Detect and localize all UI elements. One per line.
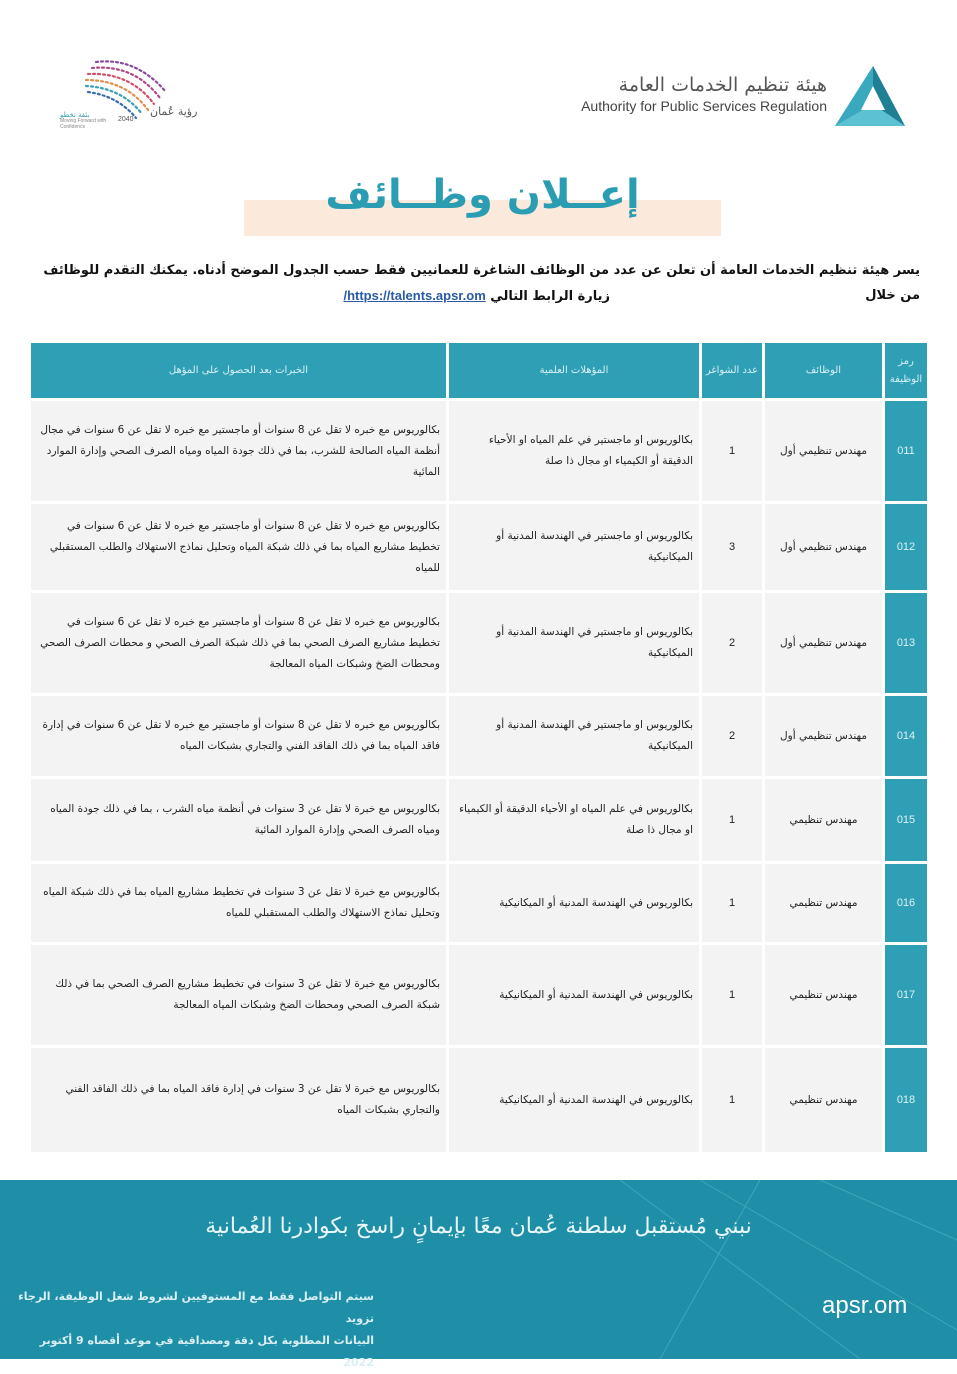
job-code: 018 — [885, 1048, 927, 1152]
job-qualifications: بكالوريوس في علم المياه او الأحياء الدقيقة أو الكيمياء او مجال ذا صلة — [449, 779, 699, 861]
talents-link[interactable]: https://talents.apsr.om/ — [343, 288, 486, 303]
header-job: الوظائف — [765, 343, 882, 398]
job-experience: بكالوريوس مع خبره لا تقل عن 8 سنوات أو ماجستير مع خبره لا تقل عن 6 سنوات في مجال أنظمة المياه الصالحة للشرب، بما في ذلك جودة المياه ومياه الصرف الصحي وإدارة الموارد المائية — [31, 401, 446, 501]
org-name-ar: هيئة تنظيم الخدمات العامة — [618, 74, 827, 96]
table-row — [31, 504, 927, 590]
job-vacancies: 1 — [702, 1048, 762, 1152]
job-code: 011 — [885, 401, 927, 501]
job-title: مهندس تنظيمي أول — [765, 401, 882, 501]
footer-note — [14, 1286, 374, 1374]
job-title: مهندس تنظيمي أول — [765, 593, 882, 693]
job-qualifications: بكالوريوس في الهندسة المدنية أو الميكانيكية — [449, 945, 699, 1045]
job-title: مهندس تنظيمي أول — [765, 504, 882, 590]
page-title: إعــلان وظــائف — [325, 172, 640, 218]
job-qualifications: بكالوريوس او ماجستير في علم المياه او الأحياء الدقيقة أو الكيمياء او مجال ذا صلة — [449, 401, 699, 501]
job-code: 017 — [885, 945, 927, 1045]
job-vacancies: 2 — [702, 696, 762, 776]
job-experience: بكالوريوس مع خبره لا تقل عن 8 سنوات أو ماجستير مع خبره لا تقل عن 6 سنوات في تخطيط مشاريع الصرف الصحي بما في ذلك شبكة الصرف الصحي و محطات الصرف الصحي ومحطات الضخ وشبكات المياه المعالجة — [31, 593, 446, 693]
job-qualifications: بكالوريوس في الهندسة المدنية أو الميكانيكية — [449, 864, 699, 942]
job-title: مهندس تنظيمي — [765, 779, 882, 861]
vision-name-ar: رؤية عُمان — [150, 105, 198, 118]
job-title: مهندس تنظيمي — [765, 945, 882, 1045]
job-experience: بكالوريوس مع خبره لا تقل عن 8 سنوات أو ماجستير مع خبره لا تقل عن 6 سنوات في إدارة فاقد المياه بما في ذلك الفاقد الفني والتجاري بشبكات المياه — [31, 696, 446, 776]
job-vacancies: 2 — [702, 593, 762, 693]
table-row — [31, 864, 927, 942]
job-title: مهندس تنظيمي أول — [765, 696, 882, 776]
table-row — [31, 945, 927, 1045]
footer-slogan: نبني مُستقبل سلطنة عُمان معًا بإيمانٍ راسخ بكوادرنا العُمانية — [205, 1214, 752, 1239]
job-code: 014 — [885, 696, 927, 776]
vision-year: 2040 — [118, 116, 134, 123]
job-vacancies: 3 — [702, 504, 762, 590]
job-vacancies: 1 — [702, 779, 762, 861]
apsr-logo-icon — [833, 64, 907, 128]
job-qualifications: بكالوريوس او ماجستير في الهندسة المدنية أو الميكانيكية — [449, 593, 699, 693]
job-qualifications: بكالوريوس او ماجستير في الهندسة المدنية أو الميكانيكية — [449, 696, 699, 776]
job-qualifications: بكالوريوس او ماجستير في الهندسة المدنية أو الميكانيكية — [449, 504, 699, 590]
job-vacancies: 1 — [702, 401, 762, 501]
job-code: 012 — [885, 504, 927, 590]
org-name-en: Authority for Public Services Regulation — [581, 98, 827, 114]
job-qualifications: بكالوريوس في الهندسة المدنية أو الميكانيكية — [449, 1048, 699, 1152]
intro-link-line — [30, 283, 610, 309]
job-experience: بكالوريوس مع خبره لا تقل عن 8 سنوات أو ماجستير مع خبره لا تقل عن 6 سنوات في تخطيط مشاريع المياه بما في ذلك شبكة المياه وتحليل نماذج الاستهلاك والطلب المستقبلي للمياه — [31, 504, 446, 590]
job-code: 013 — [885, 593, 927, 693]
intro-link-prefix: زيارة الرابط التالي — [490, 289, 610, 304]
jobs-table — [28, 340, 930, 1155]
table-header-row — [31, 343, 927, 398]
table-row — [31, 779, 927, 861]
table-row — [31, 696, 927, 776]
job-experience: بكالوريوس مع خبرة لا تقل عن 3 سنوات في تخطيط مشاريع الصرف الصحي بما في ذلك شبكة الصرف الصحي ومحطات الضخ وشبكات المياه المعالجة — [31, 945, 446, 1045]
vision-tagline-en: Moving Forward with Confidence — [60, 118, 107, 130]
job-code: 015 — [885, 779, 927, 861]
job-title: مهندس تنظيمي — [765, 864, 882, 942]
job-title: مهندس تنظيمي — [765, 1048, 882, 1152]
job-vacancies: 1 — [702, 945, 762, 1045]
org-name — [581, 74, 827, 114]
job-experience: بكالوريوس مع خبرة لا تقل عن 3 سنوات في إدارة فاقد المياه بما في ذلك الفاقد الفني والتجاري بشبكات المياه — [31, 1048, 446, 1152]
job-vacancies: 1 — [702, 864, 762, 942]
vision-tagline-ar: بثقة نخطو — [60, 111, 90, 119]
job-code: 016 — [885, 864, 927, 942]
footer-note-line1: سيتم التواصل فقط مع المستوفيين لشروط شغل الوظيفة، الرجاء تزويد — [18, 1290, 374, 1325]
table-row — [31, 401, 927, 501]
header-code: رمز الوظيفة — [885, 343, 927, 398]
intro-text: يسر هيئة تنظيم الخدمات العامة أن تعلن عن عدد من الوظائف الشاغرة للعمانيين فقط حسب الجدول الموضح أدناه. يمكنك التقدم للوظائف من خلال — [43, 263, 920, 303]
header-vacancies: عدد الشواغر — [702, 343, 762, 398]
header-experience: الخبرات بعد الحصول على المؤهل — [31, 343, 446, 398]
header-qualifications: المؤهلات العلمية — [449, 343, 699, 398]
job-experience: بكالوريوس مع خبرة لا تقل عن 3 سنوات في أنظمة مياه الشرب ، بما في ذلك جودة المياه ومياه الصرف الصحي وإدارة الموارد المائية — [31, 779, 446, 861]
website-link[interactable]: apsr.om — [822, 1292, 908, 1319]
footer-note-line2: البيانات المطلوبة بكل دقة ومصداقية في موعد أقصاه 9 أكتوبر 2022 — [39, 1334, 374, 1369]
job-experience: بكالوريوس مع خبرة لا تقل عن 3 سنوات في تخطيط مشاريع المياه بما في ذلك شبكة المياه وتحليل نماذج الاستهلاك والطلب المستقبلي للمياه — [31, 864, 446, 942]
table-row — [31, 1048, 927, 1152]
table-row — [31, 593, 927, 693]
